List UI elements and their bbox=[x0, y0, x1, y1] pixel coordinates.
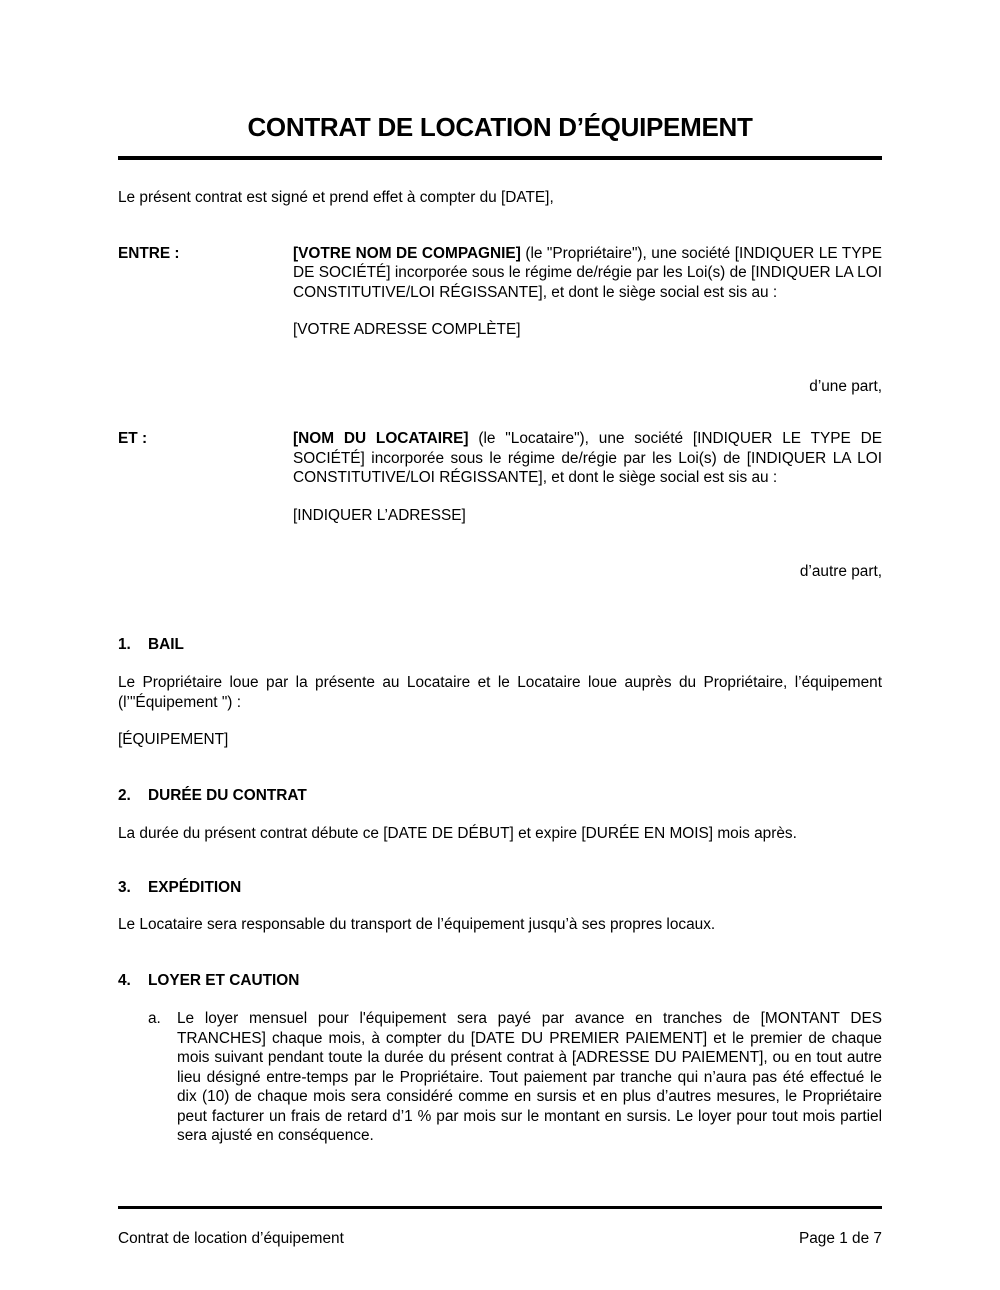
party-label-entre: ENTRE : bbox=[118, 244, 180, 262]
party-company-placeholder: [VOTRE NOM DE COMPAGNIE] bbox=[293, 244, 521, 262]
section-title-2: DURÉE DU CONTRAT bbox=[148, 786, 307, 804]
section-1-paragraph: Le Propriétaire loue par la présente au Locataire et le Locataire loue auprès du Propriétaire, l’équipement (l’"Équipement ") : bbox=[118, 674, 882, 711]
section-heading-1 bbox=[118, 635, 882, 655]
part-note-first: d’une part, bbox=[809, 377, 882, 395]
party-block-tenant bbox=[118, 429, 882, 525]
part-note-second: d’autre part, bbox=[799, 563, 882, 580]
section-heading-4 bbox=[118, 971, 882, 991]
intro-paragraph: Le présent contrat est signé et prend effet à compter du [DATE], bbox=[118, 189, 554, 206]
section-heading-3 bbox=[118, 878, 882, 898]
section-number-2: 2. bbox=[118, 786, 131, 804]
party-tenant-placeholder: [NOM DU LOCATAIRE] bbox=[293, 430, 469, 447]
party-address-owner: [VOTRE ADRESSE COMPLÈTE] bbox=[293, 321, 521, 338]
party-body-owner bbox=[293, 244, 882, 340]
party-description-text-owner: (le "Propriétaire"), une société [INDIQUER LE TYPE DE SOCIÉTÉ] incorporée sous le régime de/régie par les Loi(s) de [INDIQUER LA LOI CONSTITUTIVE/LOI RÉGISSANTE], et dont le siège social est sis au : bbox=[293, 244, 882, 301]
party-description-owner bbox=[293, 244, 882, 303]
section-title-3: EXPÉDITION bbox=[148, 878, 242, 896]
equipment-placeholder: [ÉQUIPEMENT] bbox=[118, 731, 229, 748]
footer-page-number: Page 1 de 7 bbox=[798, 1229, 882, 1247]
party-description-text-tenant: (le "Locataire"), une société [INDIQUER LE TYPE DE SOCIÉTÉ] incorporée sous le régime de/régie par les Loi(s) de [INDIQUER LA LOI CONSTITUTIVE/LOI RÉGISSANTE], et dont le siège social est sis au : bbox=[293, 430, 882, 486]
party-address-tenant: [INDIQUER L’ADRESSE] bbox=[293, 506, 466, 524]
section-number-1: 1. bbox=[118, 635, 131, 653]
section-number-3: 3. bbox=[118, 878, 131, 896]
list-marker-a: a. bbox=[148, 1010, 161, 1027]
section-title-4: LOYER ET CAUTION bbox=[148, 971, 300, 989]
section-number-4: 4. bbox=[118, 971, 131, 989]
footer-divider-rule bbox=[118, 1206, 882, 1209]
section-3-paragraph: Le Locataire sera responsable du transport de l’équipement jusqu’à ses propres locaux. bbox=[118, 916, 716, 933]
title-divider-rule bbox=[118, 156, 882, 160]
party-description-tenant bbox=[293, 429, 882, 488]
list-item-text-a: Le loyer mensuel pour l'équipement sera payé par avance en tranches de [MONTANT DES TRANCHES] chaque mois, à compter du [DATE DU PREMIER PAIEMENT] et le premier de chaque mois suivant pendant toute la durée du présent contrat à [ADRESSE DU PAIEMENT], ou en tout autre lieu désigné entre-temps par le Propriétaire. Tout paiement par tranche qui n’aura pas été effectué le dix (10) de chaque mois sera considéré comme en sursis et en plus d’autres mesures, le Propriétaire peut facturer un frais de retard d’1 % par mois sur le montant en sursis. Le loyer pour tout mois partiel sera ajusté en conséquence. bbox=[177, 1010, 882, 1144]
section-4-item-a bbox=[148, 1009, 882, 1146]
section-heading-2 bbox=[118, 786, 882, 806]
document-title: CONTRAT DE LOCATION D’ÉQUIPEMENT bbox=[247, 112, 753, 142]
footer-row bbox=[118, 1229, 882, 1249]
party-block-owner bbox=[118, 244, 882, 340]
party-label-et: ET : bbox=[118, 430, 148, 447]
section-title-1: BAIL bbox=[148, 635, 184, 653]
party-body-tenant bbox=[293, 429, 882, 525]
document-content bbox=[118, 112, 882, 1146]
footer-document-title: Contrat de location d’équipement bbox=[118, 1229, 344, 1247]
section-2-paragraph: La durée du présent contrat débute ce [DATE DE DÉBUT] et expire [DURÉE EN MOIS] mois après. bbox=[118, 825, 797, 842]
page-footer bbox=[118, 1206, 882, 1248]
